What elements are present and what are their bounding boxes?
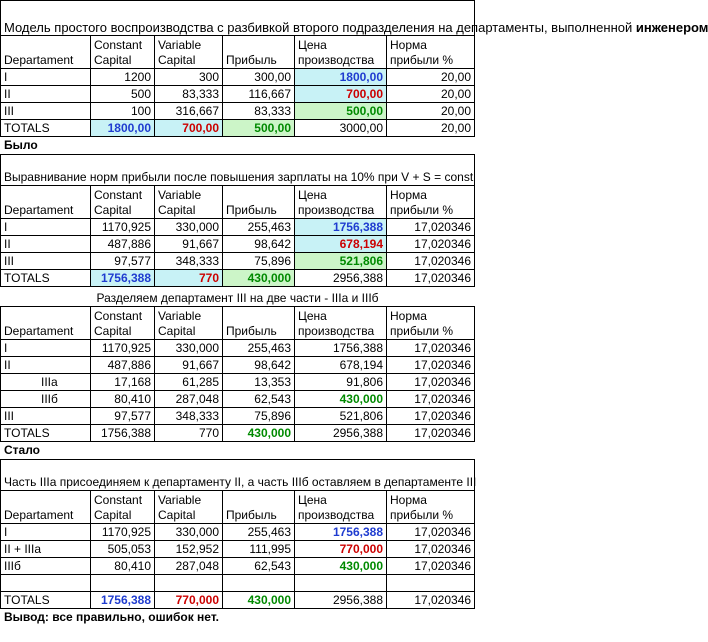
- cell-price[interactable]: 91,806: [295, 374, 387, 391]
- table2-title: Выравнивание норм прибыли после повышения зарплаты на 10% при V + S = const: [1, 155, 475, 186]
- cell-price[interactable]: 430,000: [295, 558, 387, 575]
- cell-price[interactable]: 678,194: [295, 236, 387, 253]
- cell-dept[interactable]: TOTALS: [1, 425, 91, 442]
- cell-dept[interactable]: IIIб: [1, 391, 91, 408]
- cell-constant[interactable]: 80,410: [91, 391, 155, 408]
- cell-dept[interactable]: IIIа: [1, 374, 91, 391]
- table-row: [1, 524, 475, 541]
- cell-norm[interactable]: 17,020346: [387, 524, 475, 541]
- cell-variable[interactable]: 91,667: [155, 236, 223, 253]
- header-norm: Норма прибыли %: [387, 36, 475, 69]
- cell-dept[interactable]: I: [1, 524, 91, 541]
- header-variable-capital: Variable Capital: [155, 36, 223, 69]
- cell-dept[interactable]: TOTALS: [1, 120, 91, 137]
- empty-cell[interactable]: [223, 575, 295, 592]
- table-model-simple: [0, 0, 708, 137]
- cell-constant[interactable]: 1756,388: [91, 425, 155, 442]
- totals-row: [1, 120, 475, 137]
- totals-row: [1, 592, 475, 609]
- cell-price[interactable]: 1756,388: [295, 524, 387, 541]
- header-profit: Прибыль: [223, 307, 295, 340]
- empty-cell[interactable]: [155, 575, 223, 592]
- header-price: Цена производства: [295, 307, 387, 340]
- header-constant-capital: Constant Capital: [91, 307, 155, 340]
- cell-variable[interactable]: 330,000: [155, 524, 223, 541]
- cell-norm[interactable]: 20,00: [387, 103, 475, 120]
- cell-constant[interactable]: 97,577: [91, 253, 155, 270]
- label-stalo: Стало: [4, 443, 41, 457]
- table-merge: [0, 459, 475, 609]
- table-row: [1, 357, 475, 374]
- header-profit: Прибыль: [223, 36, 295, 69]
- cell-profit[interactable]: 13,353: [223, 374, 295, 391]
- cell-profit[interactable]: 300,00: [223, 69, 295, 86]
- header-price: Цена производства: [295, 36, 387, 69]
- header-department: Departament: [1, 186, 91, 219]
- table-row: [1, 541, 475, 558]
- cell-constant[interactable]: 1170,925: [91, 340, 155, 357]
- cell-dept[interactable]: II: [1, 86, 91, 103]
- table3-header-row: [1, 307, 475, 340]
- header-variable-capital: Variable Capital: [155, 307, 223, 340]
- cell-price[interactable]: 1800,00: [295, 69, 387, 86]
- cell-profit[interactable]: 98,642: [223, 236, 295, 253]
- cell-dept[interactable]: III: [1, 408, 91, 425]
- header-constant-capital: Constant Capital: [91, 186, 155, 219]
- cell-profit[interactable]: 62,543: [223, 558, 295, 575]
- cell-profit[interactable]: 98,642: [223, 357, 295, 374]
- cell-dept[interactable]: TOTALS: [1, 592, 91, 609]
- cell-variable[interactable]: 316,667: [155, 103, 223, 120]
- cell-price[interactable]: 430,000: [295, 391, 387, 408]
- cell-variable[interactable]: 770: [155, 270, 223, 287]
- cell-variable[interactable]: 348,333: [155, 253, 223, 270]
- table-row: [1, 558, 475, 575]
- cell-norm[interactable]: 17,020346: [387, 357, 475, 374]
- cell-constant[interactable]: 1170,925: [91, 219, 155, 236]
- table-row: [1, 219, 475, 236]
- cell-constant[interactable]: 97,577: [91, 408, 155, 425]
- cell-variable[interactable]: 83,333: [155, 86, 223, 103]
- cell-constant[interactable]: 1800,00: [91, 120, 155, 137]
- table-row: [1, 253, 475, 270]
- cell-dept[interactable]: III: [1, 253, 91, 270]
- totals-row: [1, 270, 475, 287]
- cell-constant[interactable]: 100: [91, 103, 155, 120]
- cell-constant[interactable]: 487,886: [91, 236, 155, 253]
- header-profit: Прибыль: [223, 186, 295, 219]
- cell-constant[interactable]: 1756,388: [91, 270, 155, 287]
- cell-dept[interactable]: I: [1, 340, 91, 357]
- header-norm: Норма прибыли %: [387, 491, 475, 524]
- cell-variable[interactable]: 91,667: [155, 357, 223, 374]
- cell-variable[interactable]: 330,000: [155, 219, 223, 236]
- header-department: Departament: [1, 491, 91, 524]
- cell-price[interactable]: 521,806: [295, 253, 387, 270]
- table-split-dept-iii: [0, 290, 475, 442]
- cell-dept[interactable]: II: [1, 357, 91, 374]
- cell-norm[interactable]: 17,020346: [387, 236, 475, 253]
- cell-dept[interactable]: I: [1, 69, 91, 86]
- cell-dept[interactable]: II: [1, 236, 91, 253]
- cell-constant[interactable]: 80,410: [91, 558, 155, 575]
- table-row: [1, 236, 475, 253]
- cell-norm[interactable]: 17,020346: [387, 592, 475, 609]
- cell-price[interactable]: 700,00: [295, 86, 387, 103]
- cell-price[interactable]: 1756,388: [295, 219, 387, 236]
- cell-dept[interactable]: II + IIIа: [1, 541, 91, 558]
- cell-norm[interactable]: 17,020346: [387, 219, 475, 236]
- header-variable-capital: Variable Capital: [155, 186, 223, 219]
- cell-profit[interactable]: 430,000: [223, 425, 295, 442]
- table-row: [1, 374, 475, 391]
- table-row: [1, 103, 475, 120]
- cell-price[interactable]: 3000,00: [295, 120, 387, 137]
- cell-norm[interactable]: 20,00: [387, 86, 475, 103]
- table-row: [1, 408, 475, 425]
- header-profit: Прибыль: [223, 491, 295, 524]
- cell-norm[interactable]: 17,020346: [387, 408, 475, 425]
- table2-header-row: [1, 186, 475, 219]
- cell-variable[interactable]: 287,048: [155, 558, 223, 575]
- cell-constant[interactable]: 1200: [91, 69, 155, 86]
- cell-constant[interactable]: 1756,388: [91, 592, 155, 609]
- header-price: Цена производства: [295, 186, 387, 219]
- cell-profit[interactable]: 111,995: [223, 541, 295, 558]
- cell-price[interactable]: 678,194: [295, 357, 387, 374]
- header-constant-capital: Constant Capital: [91, 36, 155, 69]
- cell-norm[interactable]: 17,020346: [387, 391, 475, 408]
- label-bylo: Было: [4, 138, 38, 152]
- cell-dept[interactable]: I: [1, 219, 91, 236]
- cell-norm[interactable]: 17,020346: [387, 425, 475, 442]
- cell-norm[interactable]: 17,020346: [387, 541, 475, 558]
- spacer-row: [1, 575, 475, 592]
- cell-constant[interactable]: 487,886: [91, 357, 155, 374]
- cell-variable[interactable]: 300: [155, 69, 223, 86]
- cell-norm[interactable]: 17,020346: [387, 374, 475, 391]
- cell-profit[interactable]: 62,543: [223, 391, 295, 408]
- cell-profit[interactable]: 255,463: [223, 340, 295, 357]
- cell-price[interactable]: 1756,388: [295, 340, 387, 357]
- cell-constant[interactable]: 500: [91, 86, 155, 103]
- cell-variable[interactable]: 770: [155, 425, 223, 442]
- cell-variable[interactable]: 348,333: [155, 408, 223, 425]
- cell-profit[interactable]: 75,896: [223, 253, 295, 270]
- cell-price[interactable]: 770,000: [295, 541, 387, 558]
- cell-norm[interactable]: 20,00: [387, 69, 475, 86]
- cell-variable[interactable]: 330,000: [155, 340, 223, 357]
- cell-dept[interactable]: IIIб: [1, 558, 91, 575]
- empty-cell[interactable]: [387, 575, 475, 592]
- cell-constant[interactable]: 505,053: [91, 541, 155, 558]
- cell-price[interactable]: 500,00: [295, 103, 387, 120]
- cell-dept[interactable]: TOTALS: [1, 270, 91, 287]
- header-constant-capital: Constant Capital: [91, 491, 155, 524]
- header-variable-capital: Variable Capital: [155, 491, 223, 524]
- cell-variable[interactable]: 61,285: [155, 374, 223, 391]
- cell-norm[interactable]: 17,020346: [387, 270, 475, 287]
- table-row: [1, 86, 475, 103]
- empty-cell[interactable]: [1, 575, 91, 592]
- table-row: [1, 391, 475, 408]
- cell-profit[interactable]: 430,000: [223, 270, 295, 287]
- header-price: Цена производства: [295, 491, 387, 524]
- table-equalization: [0, 154, 475, 287]
- table1-header-row: [1, 36, 475, 69]
- cell-profit[interactable]: 116,667: [223, 86, 295, 103]
- cell-norm[interactable]: 17,020346: [387, 253, 475, 270]
- cell-norm[interactable]: 20,00: [387, 120, 475, 137]
- cell-variable[interactable]: 700,00: [155, 120, 223, 137]
- table1-title: Модель простого воспроизводства с разбивкой второго подразделения на департаменты, выполненной инженером: [1, 1, 475, 36]
- table4-header-row: [1, 491, 475, 524]
- cell-variable[interactable]: 770,000: [155, 592, 223, 609]
- cell-profit[interactable]: 255,463: [223, 219, 295, 236]
- cell-price[interactable]: 2956,388: [295, 270, 387, 287]
- cell-profit[interactable]: 430,000: [223, 592, 295, 609]
- cell-profit[interactable]: 83,333: [223, 103, 295, 120]
- cell-constant[interactable]: 1170,925: [91, 524, 155, 541]
- cell-norm[interactable]: 17,020346: [387, 340, 475, 357]
- empty-cell[interactable]: [91, 575, 155, 592]
- cell-profit[interactable]: 75,896: [223, 408, 295, 425]
- table3-title: Разделяем департамент III на две части - IIIа и IIIб: [1, 290, 475, 307]
- cell-profit[interactable]: 255,463: [223, 524, 295, 541]
- conclusion-text: Вывод: все правильно, ошибок нет.: [4, 610, 219, 624]
- cell-price[interactable]: 2956,388: [295, 592, 387, 609]
- cell-variable[interactable]: 287,048: [155, 391, 223, 408]
- cell-price[interactable]: 521,806: [295, 408, 387, 425]
- cell-variable[interactable]: 152,952: [155, 541, 223, 558]
- cell-dept[interactable]: III: [1, 103, 91, 120]
- table-row: [1, 69, 475, 86]
- table4-title: Часть IIIа присоединяем к департаменту II, а часть IIIб оставляем в департаменте III: [1, 460, 475, 491]
- header-department: Departament: [1, 36, 91, 69]
- empty-cell[interactable]: [295, 575, 387, 592]
- header-norm: Норма прибыли %: [387, 186, 475, 219]
- cell-price[interactable]: 2956,388: [295, 425, 387, 442]
- cell-constant[interactable]: 17,168: [91, 374, 155, 391]
- cell-profit[interactable]: 500,00: [223, 120, 295, 137]
- header-department: Departament: [1, 307, 91, 340]
- cell-norm[interactable]: 17,020346: [387, 558, 475, 575]
- header-norm: Норма прибыли %: [387, 307, 475, 340]
- table-row: [1, 340, 475, 357]
- totals-row: [1, 425, 475, 442]
